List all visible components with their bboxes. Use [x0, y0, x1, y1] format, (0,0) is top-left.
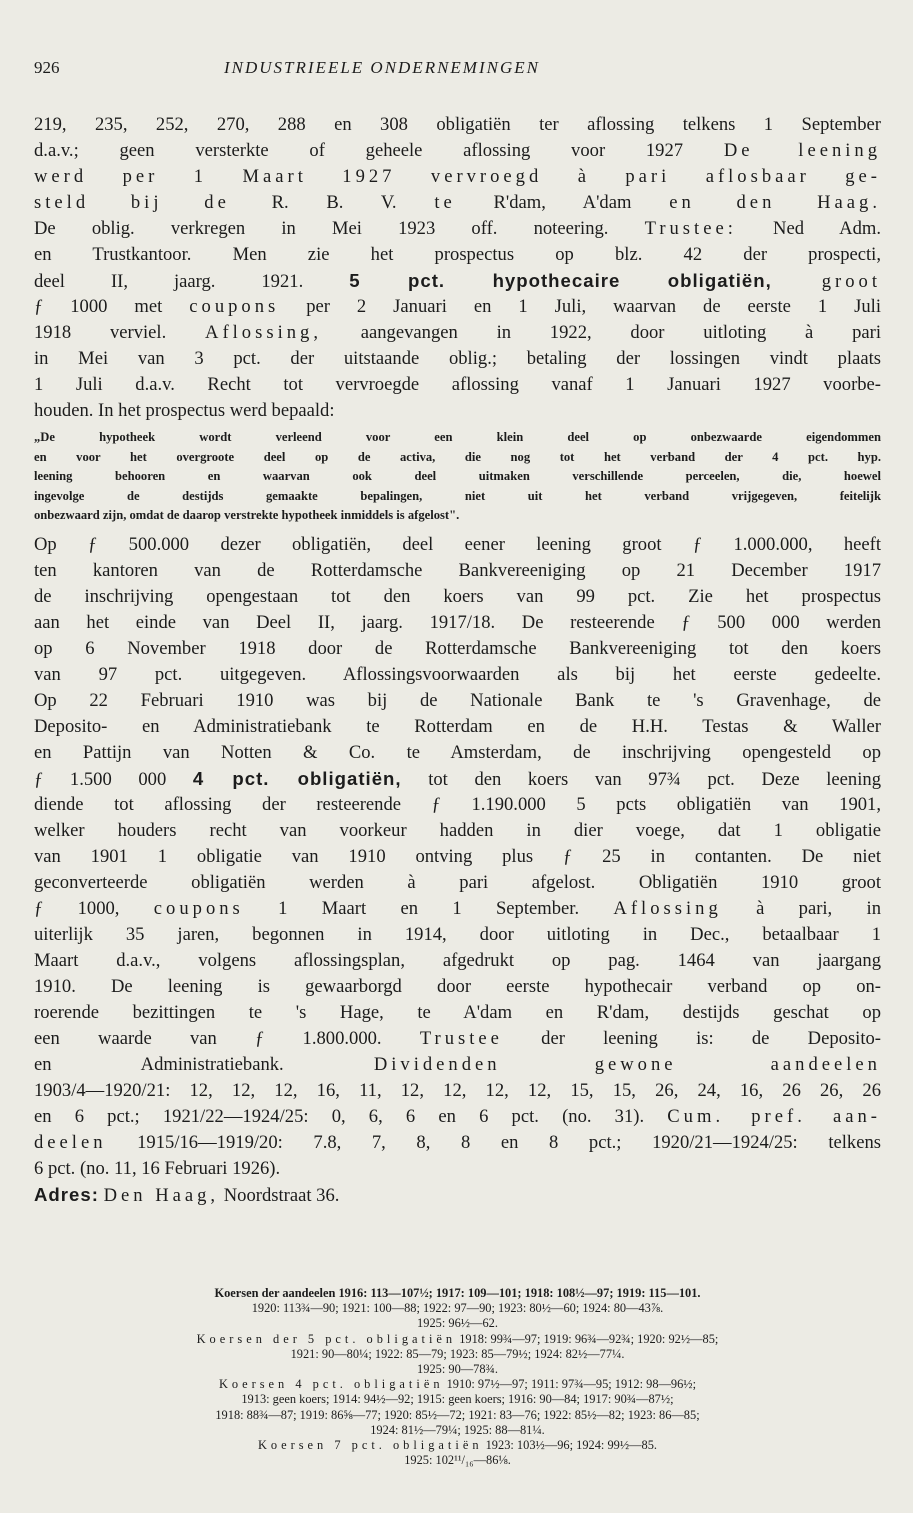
text-line [34, 294, 881, 320]
text-run: der leening is: de Deposito- [502, 1027, 881, 1049]
quoted-prospectus-text [34, 428, 881, 526]
page-number: 926 [34, 58, 60, 77]
text-line [34, 896, 881, 922]
text-line [34, 584, 881, 610]
text-line [34, 216, 881, 242]
text-run: 1924: 81½—79¼; 1925: 88—81¼. [370, 1422, 545, 1437]
text-line [34, 112, 881, 138]
quotation-line [34, 1347, 881, 1362]
quotation-line [34, 1332, 881, 1347]
text-line [34, 974, 881, 1000]
body-text [34, 112, 881, 1208]
text-run: en 6 pct.; 1921/22—1924/25: 0, 6, 6 en 6 pct. (no. 31). [34, 1105, 668, 1127]
text-run: 1920: 113¾—90; 1921: 100—88; 1922: 97—90; 1923: 80½—60; 1924: 80—43⅞. [251, 1301, 664, 1316]
quote-line: onbezwaard zijn, omdat de daarop verstrekte hypotheek inmiddels is afgelost". [34, 508, 460, 522]
text-run: 1925: 96½—62. [417, 1316, 498, 1331]
text-line [34, 1130, 881, 1156]
text-run: 1 Juli d.a.v. Recht tot vervroegde aflossing vanaf 1 Januari 1927 voorbe- [34, 374, 881, 395]
body-paragraph-2 [34, 532, 881, 1208]
text-run: geconverteerde obligatiën werden à pari afgelost. Obligatiën 1910 groot [34, 871, 881, 893]
text-run: 1 Maart en 1 September. [243, 897, 614, 919]
text-run: in Mei van 3 pct. der uitstaande oblig.; betaling der lossingen vindt plaats [34, 348, 881, 369]
text-run: Koersen 7 pct. obligatiën [257, 1437, 483, 1452]
text-line [34, 164, 881, 190]
text-line [34, 636, 881, 662]
text-line [34, 766, 881, 792]
text-run: ƒ 1000, [34, 897, 154, 919]
text-run: te [434, 192, 456, 213]
text-run: Den Haag, [103, 1184, 220, 1206]
text-run: en den Haag. [669, 192, 881, 213]
text-run: Cum. pref. aan- [667, 1105, 881, 1127]
text-run: groot [771, 271, 881, 292]
text-run: R. B. V. [271, 192, 435, 213]
text-line [34, 532, 881, 558]
text-run: roerende bezittingen te 's Hage, te A'dam en R'dam, destijds geschat op [34, 1001, 881, 1023]
text-run: 1915/16—1919/20: 7.8, 7, 8, 8 en 8 pct.; 1920/21—1924/25: telkens [106, 1131, 881, 1153]
text-line [34, 688, 881, 714]
text-line [34, 870, 881, 896]
text-run: ƒ 1.500 000 [34, 768, 193, 790]
text-line [34, 948, 881, 974]
text-line [34, 320, 881, 346]
text-run: 1918: 88¾—87; 1919: 86⅝—77; 1920: 85½—72; 1921: 83—76; 1922: 85½—82; 1923: 86—85; [215, 1407, 700, 1422]
text-run: Koersen 4 pct. obligatiën [218, 1377, 444, 1392]
text-run: Op 22 Februari 1910 was bij de Nationale Bank te 's Gravenhage, de [34, 689, 881, 711]
text-run: ten kantoren van de Rotterdamsche Bankvereeniging op 21 December 1917 [34, 559, 881, 581]
text-line [34, 1182, 881, 1208]
quotation-line [34, 1438, 881, 1453]
text-run: 219, 235, 252, 270, 288 en 308 obligatiën ter aflossing telkens 1 September [34, 114, 881, 135]
text-run: Dividenden gewone aandeelen [373, 1053, 881, 1075]
text-run: à pari, in [721, 897, 881, 919]
body-paragraph-1 [34, 112, 881, 424]
quote-line: ingevolge de destijds gemaakte bepalingen, niet uit het verband vrijgegeven, feitelijk [34, 488, 881, 503]
text-line [34, 268, 881, 294]
price-quotations [34, 1286, 881, 1468]
text-line [34, 190, 881, 216]
text-line [34, 792, 881, 818]
text-run: op 6 November 1918 door de Rotterdamsche Bankvereeniging tot den koers [34, 637, 881, 659]
text-line [34, 610, 881, 636]
text-line [34, 1000, 881, 1026]
text-run: de inschrijving opengestaan tot den koers van 99 pct. Zie het prospectus [34, 585, 881, 607]
text-line [34, 346, 881, 372]
text-line [34, 372, 881, 398]
text-run: Deposito- en Administratiebank te Rotterdam en de H.H. Testas & Waller [34, 715, 881, 737]
text-run: Op ƒ 500.000 dezer obligatiën, deel eener leening groot ƒ 1.000.000, heeft [34, 533, 881, 555]
text-run: Adres: [34, 1183, 99, 1205]
text-line [34, 1026, 881, 1052]
text-line [34, 662, 881, 688]
text-run: Trustee [419, 1027, 503, 1049]
text-run: 1925: 90—78¾. [417, 1361, 498, 1376]
quotation-line [34, 1392, 881, 1407]
quotation-line [34, 1316, 881, 1331]
text-line [34, 1078, 881, 1104]
running-title: INDUSTRIEELE ONDERNEMINGEN [224, 58, 540, 77]
text-run: ƒ 1000 met [34, 296, 190, 317]
text-run: en Trustkantoor. Men zie het prospectus op blz. 42 der prospecti, [34, 244, 881, 265]
text-line [34, 844, 881, 870]
text-run: 1910. De leening is gewaarborgd door eerste hypothecair verband op on- [34, 975, 881, 997]
text-run: diende tot aflossing der resteerende ƒ 1.190.000 5 pcts obligatiën van 1901, [34, 793, 881, 815]
text-line [34, 558, 881, 584]
text-run: coupons [189, 296, 280, 317]
text-line [34, 1052, 881, 1078]
text-run: welker houders recht van voorkeur hadden in dier voege, dat 1 obligatie [34, 819, 881, 841]
text-run: aan het einde van Deel II, jaarg. 1917/18. De resteerende ƒ 500 000 werden [34, 611, 881, 633]
text-run: 1921: 90—80¼; 1922: 85—79; 1923: 85—79½; 1924: 82½—77¼. [290, 1346, 625, 1361]
text-run: De leening [723, 140, 882, 161]
text-run: per 2 Januari en 1 Juli, waarvan de eerste 1 Juli [279, 296, 881, 317]
text-run: 1918: 99¾—97; 1919: 96¾—92¾; 1920: 92½—85; [456, 1331, 719, 1346]
quotation-line [34, 1362, 881, 1377]
quote-line: leening behooren en waarvan ook deel uitmaken verschillende perceelen, die, hoewel [34, 469, 881, 483]
text-line [34, 242, 881, 268]
text-run: 4 pct. obligatiën, [192, 767, 402, 789]
text-run: aangevangen in 1922, door uitloting à pari [321, 322, 881, 343]
text-line [34, 714, 881, 740]
text-run: deel II, jaarg. 1921. [34, 271, 350, 292]
quotation-line [34, 1408, 881, 1423]
text-run: Koersen der aandeelen 1916: 113—107½; 1917: 109—101; 1918: 108½—97; 1919: 115—101. [214, 1286, 701, 1300]
text-run: deelen [34, 1131, 107, 1153]
text-run: werd per 1 Maart 1927 vervroegd à pari aflosbaar ge- [34, 166, 881, 187]
text-line [34, 1156, 881, 1182]
quotation-line [34, 1377, 881, 1392]
text-run: Ned Adm. [736, 218, 881, 239]
quotation-line [34, 1286, 881, 1301]
text-run: tot den koers van 97¾ pct. Deze leening [401, 768, 881, 790]
text-run: d.a.v.; geen versterkte of geheele aflossing voor 1927 [34, 140, 724, 161]
text-run: een waarde van ƒ 1.800.000. [34, 1027, 420, 1049]
text-run: 1925: 102¹¹/₁₆—86⅛. [404, 1453, 511, 1468]
text-line [34, 138, 881, 164]
text-run: 5 pct. hypothecaire obligatiën, [349, 270, 772, 291]
quotation-line [34, 1301, 881, 1316]
quotation-line [34, 1423, 881, 1438]
text-run: steld bij de [34, 192, 272, 213]
text-run: Aflossing, [205, 322, 322, 343]
text-run: coupons [153, 897, 244, 919]
text-line [34, 818, 881, 844]
text-run: 1923: 103½—96; 1924: 99½—85. [482, 1437, 658, 1452]
text-run: 6 pct. (no. 11, 16 Februari 1926). [34, 1157, 281, 1179]
text-run: 1910: 97½—97; 1911: 97¾—95; 1912: 98—96½; [443, 1377, 697, 1392]
text-run: Koersen der 5 pct. obligatiën [196, 1331, 457, 1346]
text-line [34, 1104, 881, 1130]
quote-line: „De hypotheek wordt verleend voor een klein deel op onbezwaarde eigendommen [34, 430, 881, 444]
text-run: Trustee: [644, 218, 737, 239]
text-run: en Administratiebank. [34, 1053, 374, 1075]
text-line [34, 398, 881, 424]
text-run: van 1901 1 obligatie van 1910 ontving plus ƒ 25 in contanten. De niet [34, 845, 881, 867]
text-run: 1913: geen koers; 1914: 94½—92; 1915: geen koers; 1916: 90—84; 1917: 90¾—87½; [241, 1392, 674, 1407]
text-run: De oblig. verkregen in Mei 1923 off. noteering. [34, 218, 645, 239]
text-run: Noordstraat 36. [219, 1184, 340, 1206]
text-run: Maart d.a.v., volgens aflossingsplan, afgedrukt op pag. 1464 van jaargang [34, 949, 881, 971]
text-run: R'dam, A'dam [455, 192, 670, 213]
quote-line: en voor het overgroote deel op de activa, die nog tot het verband der 4 pct. hyp. [34, 449, 881, 464]
text-run: 1918 verviel. [34, 322, 206, 343]
text-line [34, 740, 881, 766]
text-line [34, 922, 881, 948]
page-header [34, 58, 879, 88]
quotation-line [34, 1453, 881, 1468]
text-run: en Pattijn van Notten & Co. te Amsterdam, de inschrijving opengesteld op [34, 741, 881, 763]
text-run: uiterlijk 35 jaren, begonnen in 1914, door uitloting in Dec., betaalbaar 1 [34, 923, 881, 945]
text-run: houden. In het prospectus werd bepaald: [34, 400, 335, 421]
text-run: van 97 pct. uitgegeven. Aflossingsvoorwaarden als bij het eerste gedeelte. [34, 663, 881, 685]
text-run: 1903/4—1920/21: 12, 12, 12, 16, 11, 12, 12, 12, 12, 15, 15, 26, 24, 16, 26 26, 26 [34, 1079, 881, 1101]
text-run: Aflossing [613, 897, 722, 919]
